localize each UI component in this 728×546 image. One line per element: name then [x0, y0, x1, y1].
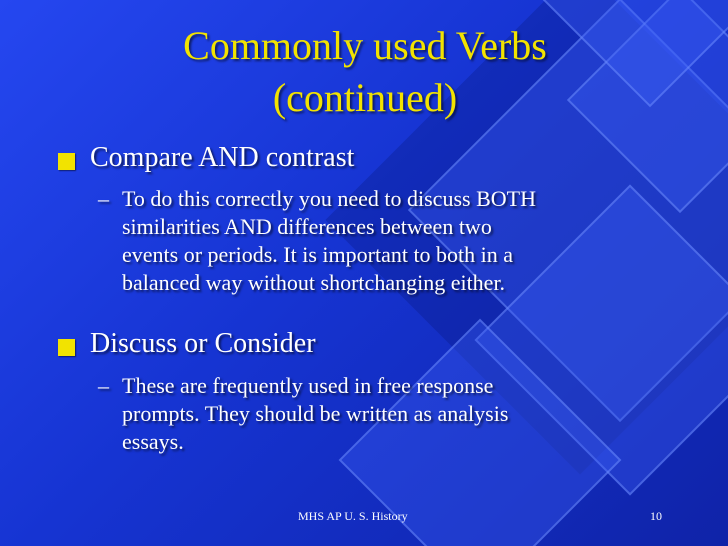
footer-text: MHS AP U. S. History [298, 509, 408, 523]
sub-point-line: events or periods. It is important to both in a [122, 242, 514, 267]
square-bullet-icon [58, 339, 75, 356]
sub-point-line: To do this correctly you need to discuss BOTH [122, 186, 536, 211]
sub-point-line: similarities AND differences between two [122, 214, 492, 239]
page-number: 10 [650, 509, 662, 523]
slide-title-line-2: (continued) [272, 75, 458, 120]
sub-point-line: prompts. They should be written as analysis [122, 401, 509, 426]
sub-point-line: These are frequently used in free response [122, 373, 494, 398]
bullet-heading: Compare AND contrast [90, 142, 355, 173]
sub-point-discuss-consider [98, 372, 678, 456]
bullet-compare-contrast [58, 141, 354, 175]
dash-marker: – [98, 373, 109, 398]
sub-point-compare-contrast [98, 185, 678, 297]
slide-title-line-1: Commonly used Verbs [183, 23, 547, 68]
bullet-discuss-consider [58, 327, 316, 361]
dash-marker: – [98, 186, 109, 211]
bullet-heading: Discuss or Consider [90, 328, 316, 359]
sub-point-line: essays. [122, 429, 184, 454]
square-bullet-icon [58, 153, 75, 170]
sub-point-line: balanced way without shortchanging either. [122, 270, 506, 295]
